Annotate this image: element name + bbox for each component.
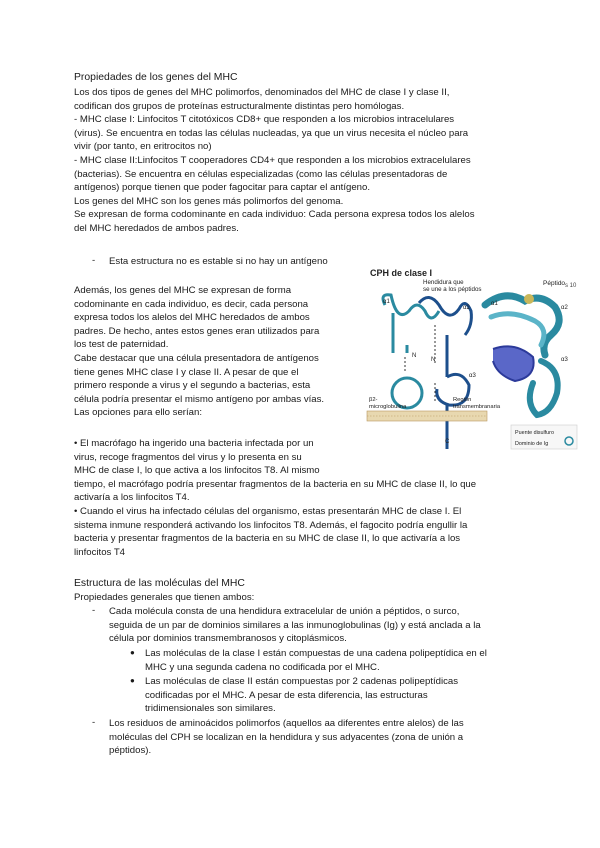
- ribbon-beta2m: [493, 346, 534, 381]
- section2-paragraph: [74, 284, 324, 420]
- section-title-properties: Propiedades de los genes del MHC: [74, 72, 238, 83]
- text-line: tridimensionales son similares.: [145, 703, 276, 715]
- label-alpha1-right: α1: [491, 301, 498, 307]
- text-line: del MHC heredados de ambos padres.: [74, 222, 239, 234]
- bullet-icon: ●: [130, 648, 135, 657]
- text-line: seguida de un par de dominios similares a las inmunoglobulinas (Ig) y está anclada a la: [109, 619, 481, 631]
- text-line: codificadas por el MHC. A pesar de esta diferencia, las estructuras: [145, 689, 428, 701]
- text-line: los test de paternidad.: [74, 339, 169, 351]
- text-line: - MHC clase I: Linfocitos T citotóxicos CD8+ que responden a los microbios intracelulares: [74, 114, 455, 126]
- text-line: Cabe destacar que una célula presentadora de antígenos: [74, 352, 319, 364]
- label-peptide: Péptido: [543, 280, 566, 287]
- ribbon-alpha3: [530, 361, 558, 415]
- legend-ig-domain: Dominio de Ig: [515, 441, 549, 447]
- text-line: - MHC clase II:Linfocitos T cooperadores CD4+ que responden a los microbios extracelulares: [74, 154, 471, 166]
- text-line: Los dos tipos de genes del MHC polimorfos, denominados del MHC de clase I y clase II,: [74, 87, 450, 98]
- label-c: C: [445, 439, 450, 445]
- structure-subitem-2: [145, 675, 458, 716]
- text-line: Las opciones para ello serían:: [74, 407, 202, 419]
- section1-paragraph: [74, 86, 475, 236]
- text-line: padres. De hecho, antes estos genes eran utilizados para: [74, 325, 320, 337]
- label-alpha1-left: α1: [383, 299, 390, 305]
- text-line: célula podría presentar el mismo antígeno por ambas vías.: [74, 393, 325, 405]
- structure-item-1: [109, 605, 481, 646]
- text-line: primero responde a virus y el segundo a bacterias, esta: [74, 380, 311, 392]
- text-line: Las moléculas de la clase I están compuestas de una cadena polipeptídica en el: [145, 648, 487, 659]
- label-beta2-2: microglobulina: [369, 404, 407, 410]
- structure-item-2: [109, 717, 464, 758]
- dash-marker: -: [92, 717, 96, 728]
- text-line: antígenos) porque tienen que poder fagocitar para captar el antígeno.: [74, 182, 371, 194]
- text-line: • El macrófago ha ingerido una bacteria infectada por un: [74, 438, 314, 449]
- text-line: bacteria y presentar fragmentos de la bacteria en su MHC de clase II, lo que activaría a los: [74, 533, 461, 545]
- label-beta2-1: β2-: [369, 397, 378, 403]
- text-line: moléculas del CPH se localizan en la hendidura y sus adyacentes (zona de unión a: [109, 731, 464, 743]
- dash-item-unstable: Esta estructura no es estable si no hay un antígeno: [109, 256, 328, 267]
- legend-disulfide: Puente disulfuro: [515, 430, 554, 436]
- label-transmembrane-1: Región: [453, 397, 472, 403]
- figure-title: CPH de clase I: [370, 268, 433, 278]
- section-title-structure: Estructura de las moléculas del MHC: [74, 578, 245, 589]
- text-line: linfocitos T4: [74, 546, 126, 558]
- label-n-1: N: [412, 353, 417, 359]
- text-line: Los genes del MHC son los genes más polimorfos del genoma.: [74, 195, 344, 207]
- structure-subitem-1: [145, 647, 487, 674]
- label-transmembrane-2: transmembranaria: [453, 404, 501, 410]
- label-alpha3-left: α3: [469, 373, 476, 379]
- label-cleft-2: se une a los péptidos: [423, 286, 482, 293]
- text-line: MHC y una segunda cadena no codificada por el MHC.: [145, 661, 380, 673]
- text-line: • Cuando el virus ha infectado células del organismo, estas presentarán MHC de clase I. El: [74, 505, 462, 517]
- text-line: Además, los genes del MHC se expresan de forma: [74, 285, 292, 296]
- text-line: tiene genes MHC clase I y clase II. A pesar de que el: [74, 366, 299, 378]
- text-line: Se expresan de forma codominante en cada individuo: Cada persona expresa todos los alelos: [74, 209, 475, 221]
- label-alpha2-left: α2: [463, 305, 470, 311]
- text-line: (bacterias). Se encuentra en células especializadas (como las células presentadoras de: [74, 168, 448, 180]
- label-alpha2-right: α2: [561, 305, 568, 311]
- mhc-class-i-figure: [365, 265, 580, 450]
- text-line: Cada molécula consta de una hendidura extracelular de unión a péptidos, o surco,: [109, 606, 460, 617]
- bullet-icon: ●: [130, 676, 135, 685]
- text-line: MHC de clase I, lo que activa a los linfocitos T8. Al mismo: [74, 465, 320, 477]
- text-line: codominante en cada individuo, es decir, cada persona: [74, 298, 309, 310]
- text-line: célula por dominios transmembranosos y citoplásmicos.: [109, 633, 347, 645]
- label-n-2: N: [431, 357, 436, 363]
- text-line: (virus). Se encuentra en todas las células nucleadas, ya que un virus necesita el núcleo para: [74, 127, 469, 139]
- text-line: péptidos).: [109, 745, 152, 757]
- label-alpha3-right: α3: [561, 357, 568, 363]
- dash-marker: -: [92, 605, 96, 616]
- text-line: codifican dos grupos de proteínas estructuralmente distintas pero homólogas.: [74, 100, 405, 112]
- option1-paragraph: [74, 437, 476, 559]
- section3-subtitle: Propiedades generales que tienen ambos:: [74, 592, 255, 603]
- text-line: sistema inmune responderá activando los linfocitos T8. Además, el fagocito podría engullir la: [74, 519, 468, 531]
- text-line: tiempo, el macrófago podría presentar fragmentos de la bacteria en su MHC de clase II, lo que: [74, 478, 477, 490]
- label-mark: s 10: [565, 283, 577, 289]
- text-line: expresa todos los alelos del MHC heredados de ambos: [74, 312, 310, 324]
- text-line: activaría a los linfocitos T4.: [74, 492, 190, 504]
- text-line: Los residuos de aminoácidos polimorfos (aquellos aa diferentes entre alelos) de las: [109, 718, 464, 729]
- text-line: virus, recoge fragmentos del virus y lo presenta en su: [74, 451, 302, 463]
- label-cleft: Hendidura que: [423, 279, 464, 286]
- text-line: Las moléculas de clase II están compuestas por 2 cadenas polipeptídicas: [145, 676, 459, 687]
- peptide-mark: [524, 294, 534, 304]
- dash-marker: -: [92, 255, 96, 266]
- text-line: vivir (por tanto, en eritrocitos no): [74, 141, 212, 153]
